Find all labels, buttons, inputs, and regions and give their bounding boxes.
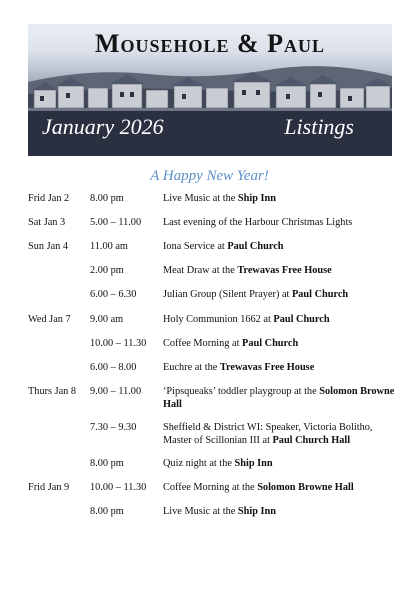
listing-row [28,192,398,216]
listing-row [28,313,398,337]
row-venue: Paul Church [273,314,330,325]
row-event: Sheffield & District WI: Speaker, Victoria Bolitho, Master of Scillonian III at Paul Church Hall [163,422,373,446]
row-event: Meat Draw at the Trewavas Free House [163,265,332,276]
listing-row [28,264,398,288]
row-venue: Solomon Browne Hall [163,386,395,410]
row-time: 8.00 pm [90,506,124,517]
row-event: Live Music at the Ship Inn [163,193,276,204]
row-time: 2.00 pm [90,265,124,276]
row-event: Euchre at the Trewavas Free House [163,362,315,373]
listing-row [28,337,398,361]
banner-title: Mousehole & Paul [94,29,326,58]
row-day: Frid Jan 2 [28,193,70,204]
row-venue: Ship Inn [234,458,273,469]
row-venue: Paul Church [227,241,284,252]
listings-table [28,192,398,529]
row-event: Live Music at the Ship Inn [163,506,276,517]
row-time: 9.00 am [90,314,124,325]
row-event: Coffee Morning at Paul Church [163,338,299,349]
row-time: 7.30 – 9.30 [90,422,137,433]
row-venue: Ship Inn [237,506,276,517]
greeting: A Happy New Year! [150,168,269,184]
row-event: Coffee Morning at the Solomon Browne Hall [163,482,354,493]
row-event: Last evening of the Harbour Christmas Lights [163,217,353,228]
row-venue: Solomon Browne Hall [257,482,354,493]
row-time: 10.00 – 11.30 [90,482,147,493]
row-day: Thurs Jan 8 [28,386,77,397]
listing-row [28,505,398,529]
listing-row [28,481,398,505]
row-event: Julian Group (Silent Prayer) at Paul Church [163,289,349,300]
row-event: Iona Service at Paul Church [163,241,284,252]
listing-row [28,216,398,240]
listing-row [28,421,398,457]
listing-row [28,361,398,385]
row-day: Wed Jan 7 [28,314,71,325]
banner-month: January 2026 [42,114,164,139]
banner-listings-label: Listings [284,114,354,139]
row-day: Sun Jan 4 [28,241,69,252]
row-day: Sat Jan 3 [28,217,66,228]
row-venue: Trewavas Free House [219,362,315,373]
row-venue: Ship Inn [237,193,276,204]
row-event: Holy Communion 1662 at Paul Church [163,314,330,325]
row-time: 5.00 – 11.00 [90,217,142,228]
row-time: 6.00 – 6.30 [90,289,137,300]
header-banner [28,24,392,156]
row-venue: Paul Church [291,289,349,300]
row-venue: Paul Church Hall [272,435,351,446]
listing-row [28,457,398,481]
row-time: 11.00 am [90,241,128,252]
row-event: Quiz night at the Ship Inn [163,458,273,469]
listing-row [28,240,398,264]
row-venue: Trewavas Free House [237,265,332,276]
listing-row [28,385,398,421]
row-time: 8.00 pm [90,193,124,204]
row-event: ‘Pipsqueaks’ toddler playgroup at the Solomon Browne Hall [163,386,395,410]
row-day: Frid Jan 9 [28,482,70,493]
row-time: 10.00 – 11.30 [90,338,147,349]
row-venue: Paul Church [242,338,299,349]
row-time: 9.00 – 11.00 [90,386,142,397]
row-time: 8.00 pm [90,458,124,469]
listing-row [28,288,398,313]
row-time: 6.00 – 8.00 [90,362,137,373]
